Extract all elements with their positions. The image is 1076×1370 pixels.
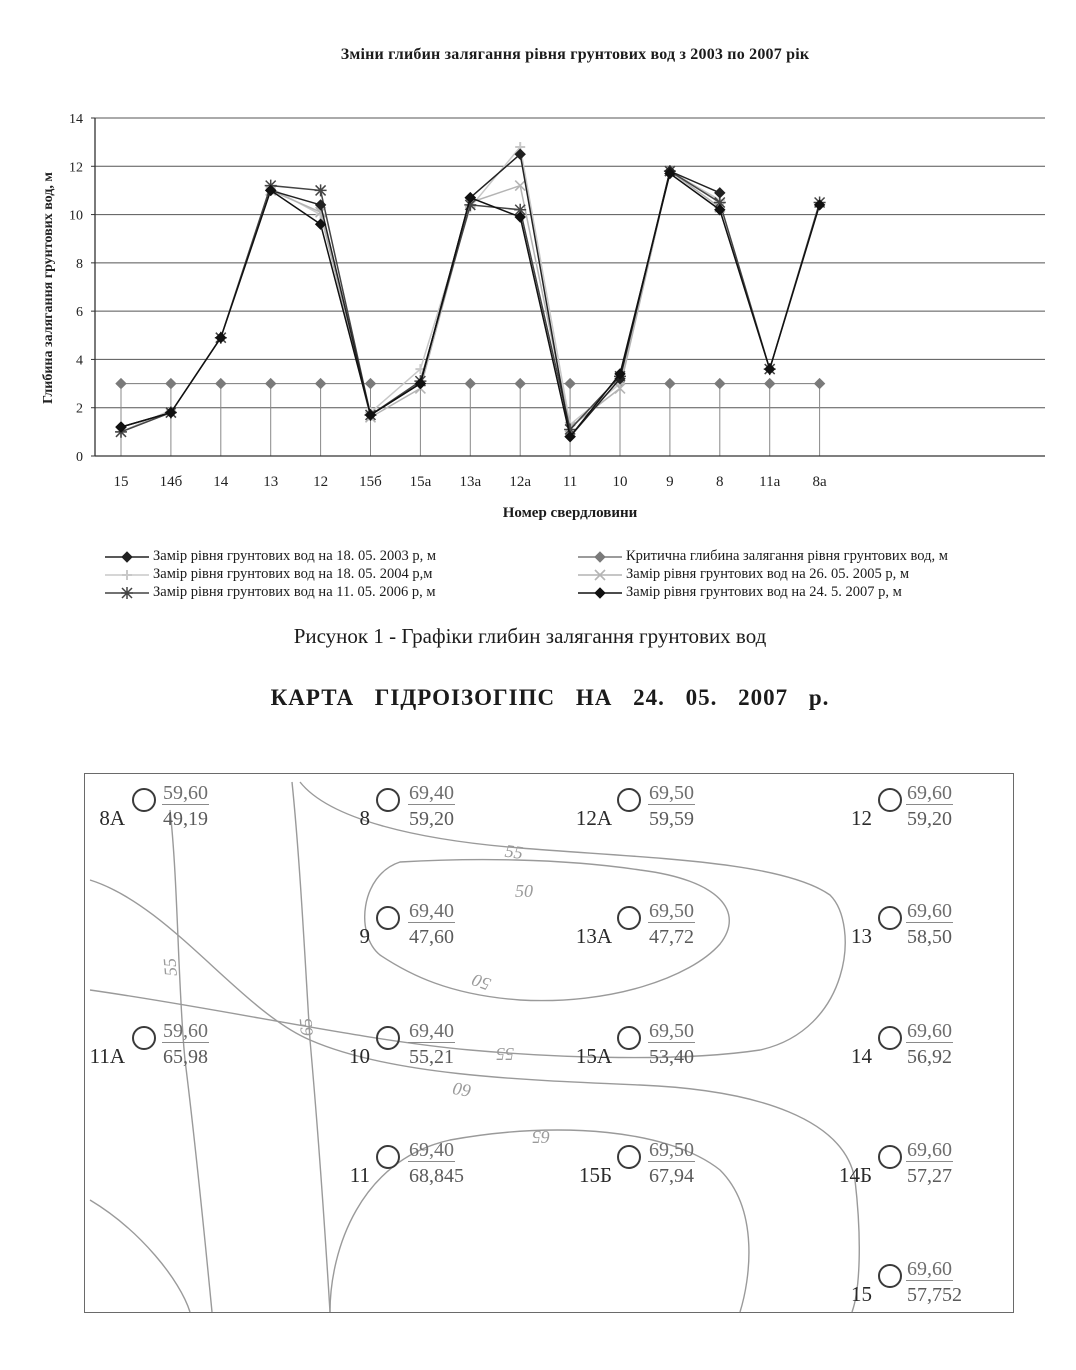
y-tick-label: 2 (76, 401, 83, 417)
x-tick-label: 8а (812, 474, 827, 490)
y-tick-label: 6 (76, 305, 83, 321)
contour-label: 55 (159, 957, 181, 978)
well-number: 10 (349, 1044, 370, 1068)
well-water-level: 59,20 (409, 808, 454, 830)
well-number: 12А (575, 806, 612, 830)
x-tick-label: 14 (213, 474, 229, 490)
data-point (665, 379, 675, 389)
data-point (166, 379, 176, 389)
legend-item (578, 548, 948, 565)
y-tick-label: 12 (69, 160, 83, 176)
data-point (121, 587, 133, 599)
well-marker (878, 788, 902, 812)
well-surface-elevation: 69,50 (649, 1139, 694, 1161)
well-water-level: 59,59 (649, 808, 694, 830)
well-marker (617, 906, 641, 930)
legend-label: Замір рівня грунтових вод на 11. 05. 2006 р, м (153, 584, 436, 600)
x-tick-label: 10 (612, 474, 628, 490)
y-tick-label: 0 (76, 450, 83, 465)
x-tick-label: 12а (509, 474, 532, 490)
data-point (595, 552, 605, 562)
well-number: 8 (359, 806, 370, 830)
legend-label: Замір рівня грунтових вод на 26. 05. 2005 р, м (626, 566, 910, 582)
data-point (815, 379, 825, 389)
well-marker (878, 1145, 902, 1169)
well-number: 12 (851, 806, 872, 830)
data-point (595, 588, 605, 598)
y-tick-label: 10 (69, 208, 83, 224)
line-chart (0, 0, 1076, 500)
figure-caption: Рисунок 1 - Графіки глибин залягання грунтових вод (293, 624, 767, 648)
well-surface-elevation: 69,40 (409, 1020, 454, 1042)
y-tick-label: 4 (76, 353, 83, 369)
data-point (815, 200, 825, 210)
well-number: 14 (851, 1044, 872, 1068)
x-tick-label: 15б (359, 474, 382, 490)
legend-swatch (105, 550, 149, 564)
well-marker (878, 1026, 902, 1050)
well-marker (376, 788, 400, 812)
legend-swatch (105, 586, 149, 600)
well-surface-elevation: 69,60 (907, 1139, 952, 1161)
well-water-level: 57,752 (907, 1284, 962, 1306)
well-surface-elevation: 69,40 (409, 782, 454, 804)
well-water-level: 65,98 (163, 1046, 208, 1068)
well-water-level: 47,72 (649, 926, 694, 948)
well-number: 11А (89, 1044, 125, 1068)
x-tick-label: 13а (459, 474, 482, 490)
x-tick-label: 11 (562, 474, 578, 490)
data-point (515, 379, 525, 389)
well-number: 15 (851, 1282, 872, 1306)
chart-title: Зміни глибин залягання рівня грунтових вод з 2003 по 2007 рік (340, 46, 810, 63)
well-surface-elevation: 69,60 (907, 900, 952, 922)
legend-label: Критична глибина залягання рівня грунтових вод, м (626, 548, 948, 564)
legend-swatch (105, 568, 149, 582)
legend-item (105, 584, 436, 601)
well-water-level: 56,92 (907, 1046, 952, 1068)
legend-label: Замір рівня грунтових вод на 18. 05. 2004 р,м (153, 566, 433, 582)
legend-swatch (578, 568, 622, 582)
legend-item (578, 566, 909, 583)
data-point (366, 379, 376, 389)
well-water-level: 57,27 (907, 1165, 952, 1187)
y-tick-label: 14 (69, 112, 83, 127)
x-tick-label: 9 (666, 474, 674, 490)
legend-label: Замір рівня грунтових вод на 18. 05. 2003 р, м (153, 548, 437, 564)
legend-item (105, 566, 432, 583)
well-surface-elevation: 69,60 (907, 782, 952, 804)
data-point (122, 552, 132, 562)
well-marker (376, 1026, 400, 1050)
legend-label: Замір рівня грунтових вод на 24. 5. 2007 р, м (626, 584, 902, 600)
contour-label: 50 (469, 969, 494, 995)
data-point (122, 570, 132, 580)
well-marker (878, 1264, 902, 1288)
data-point (765, 379, 775, 389)
well-number: 13А (575, 924, 612, 948)
legend-item (578, 584, 902, 601)
data-point (465, 379, 475, 389)
x-axis-label: Номер свердловини (502, 505, 638, 521)
contour-label: 65 (295, 1017, 317, 1038)
well-water-level: 58,50 (907, 926, 952, 948)
well-marker (376, 906, 400, 930)
well-water-level: 49,19 (163, 808, 208, 830)
well-water-level: 53,40 (649, 1046, 694, 1068)
well-marker (132, 1026, 156, 1050)
legend-swatch (578, 550, 622, 564)
well-surface-elevation: 69,50 (649, 900, 694, 922)
data-point (715, 188, 725, 198)
x-tick-label: 13 (263, 474, 279, 490)
x-tick-label: 11а (759, 474, 781, 490)
well-surface-elevation: 69,40 (409, 900, 454, 922)
legend-item (105, 548, 436, 565)
y-tick-label: 8 (76, 256, 83, 272)
contour-label: 55 (496, 1044, 514, 1064)
well-marker (617, 1145, 641, 1169)
well-marker (617, 788, 641, 812)
data-point (715, 379, 725, 389)
well-water-level: 67,94 (649, 1165, 694, 1187)
well-marker (878, 906, 902, 930)
data-point (315, 184, 327, 196)
legend-swatch (578, 586, 622, 600)
well-number: 13 (851, 924, 872, 948)
well-number: 9 (359, 924, 370, 948)
well-number: 14Б (838, 1163, 872, 1187)
data-point (216, 379, 226, 389)
contour-label: 55 (503, 840, 525, 864)
well-surface-elevation: 59,60 (163, 1020, 208, 1042)
y-axis-label: Глибина залягання грунтових вод, м (41, 172, 56, 404)
well-marker (617, 1026, 641, 1050)
well-number: 15А (575, 1044, 612, 1068)
data-point (316, 379, 326, 389)
well-surface-elevation: 69,60 (907, 1258, 952, 1280)
map-title: КАРТА ГІДРОІЗОГІПС НА 24. 05. 2007 р. (270, 685, 830, 710)
x-tick-label: 15а (409, 474, 432, 490)
well-marker (376, 1145, 400, 1169)
well-water-level: 68,845 (409, 1165, 464, 1187)
well-surface-elevation: 69,50 (649, 782, 694, 804)
contour-label: 65 (532, 1127, 550, 1147)
well-water-level: 47,60 (409, 926, 454, 948)
well-water-level: 59,20 (907, 808, 952, 830)
map-frame (84, 773, 1014, 1313)
x-tick-label: 15 (113, 474, 129, 490)
x-tick-label: 14б (159, 474, 183, 490)
x-tick-label: 8 (716, 474, 724, 490)
contour-label: 50 (515, 881, 533, 901)
well-number: 15Б (578, 1163, 612, 1187)
data-point (565, 379, 575, 389)
data-point (266, 379, 276, 389)
well-surface-elevation: 69,40 (409, 1139, 454, 1161)
chart-axes (69, 112, 1045, 490)
data-point (116, 379, 126, 389)
well-surface-elevation: 69,50 (649, 1020, 694, 1042)
well-marker (132, 788, 156, 812)
data-point (415, 379, 425, 389)
well-surface-elevation: 69,60 (907, 1020, 952, 1042)
well-water-level: 55,21 (409, 1046, 454, 1068)
well-number: 8А (99, 806, 125, 830)
contour-label: 60 (451, 1078, 473, 1102)
x-tick-label: 12 (313, 474, 329, 490)
well-surface-elevation: 59,60 (163, 782, 208, 804)
series-3 (116, 379, 825, 389)
well-number: 11 (349, 1163, 370, 1187)
